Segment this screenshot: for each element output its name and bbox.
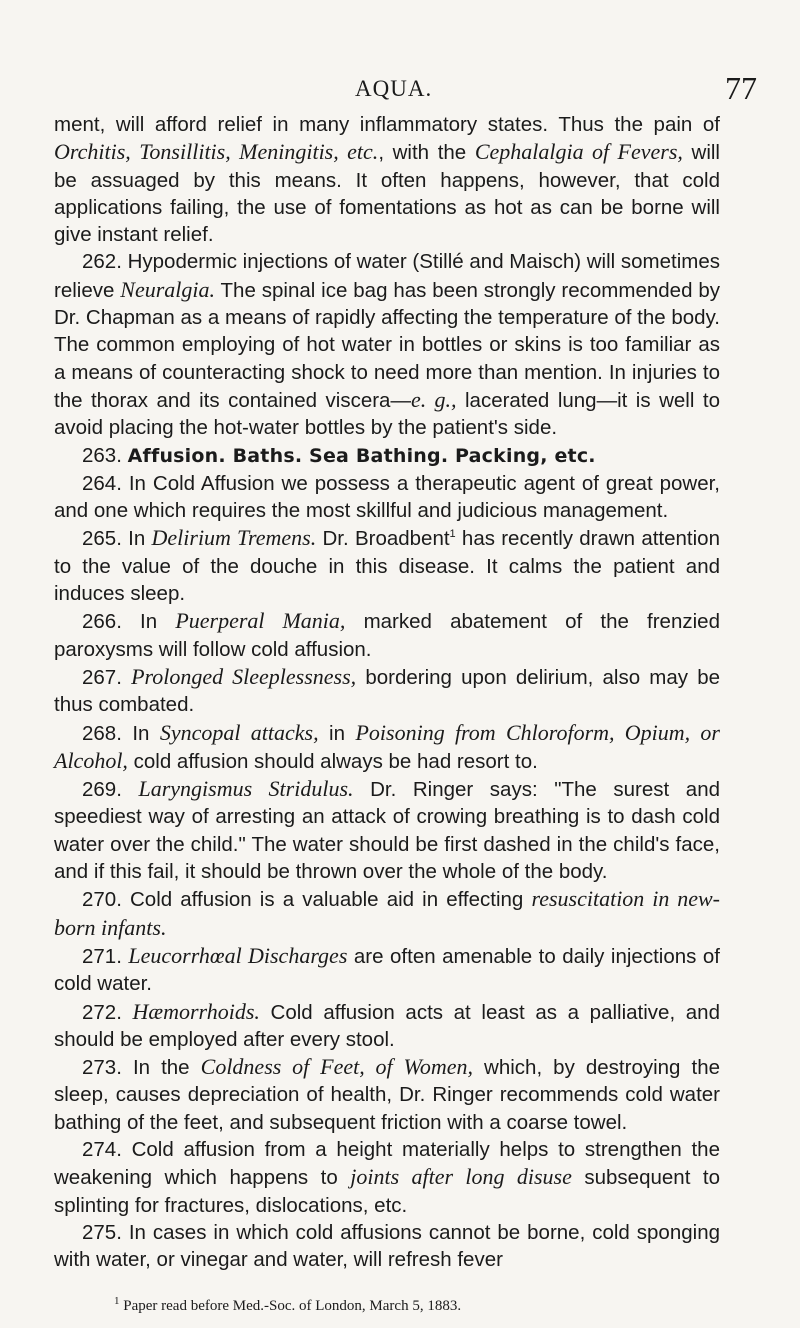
footnote-text: Paper read before Med.-Soc. of London, March 5, 1883.	[119, 1298, 462, 1314]
section-heading: Affusion. Baths. Sea Bathing. Packing, etc.	[127, 444, 596, 467]
paragraph-268: 268. In Syncopal attacks, in Poisoning from Chloroform, Opium, or Alcohol, cold affusion should always be had resort to.	[54, 719, 720, 773]
paragraph-269: 269. Laryngismus Stridulus. Dr. Ringer says: "The surest and speediest way of arresting an attack of crowing breathing is to dash cold water over the child." The water should be first dashed in the child's face, and if this fail, it should be thrown over the whole of the body.	[54, 776, 720, 884]
paragraph-274: 274. Cold affusion from a height materially helps to strengthen the weakening which happens to joints after long disuse subsequent to splinting for fractures, dislocations, etc.	[54, 1137, 721, 1217]
body-text	[54, 111, 720, 1273]
page-number: 77	[725, 70, 757, 106]
paragraph-275: 275. In cases in which cold affusions cannot be borne, cold sponging with water, or vinegar and water, will refresh fever	[54, 1220, 720, 1272]
paragraph-266: 266. In Puerperal Mania, marked abatement of the frenzied paroxysms will follow cold affusion.	[54, 608, 720, 661]
footnote	[114, 1295, 462, 1315]
footnote-reference: 1	[449, 528, 456, 541]
paragraph-271: 271. Leucorrhœal Discharges are often amenable to daily injections of cold water.	[54, 942, 720, 996]
running-title: AQUA.	[355, 76, 433, 101]
paragraph-265: 265. In Delirium Tremens. Dr. Broadbent$^1$ has recently drawn attention to the value of the douche in this disease. It calms the patient and induces sleep.	[54, 525, 720, 606]
paragraph-267: 267. Prolonged Sleeplessness, bordering upon delirium, also may be thus combated.	[54, 663, 720, 717]
paragraph-262: 262. Hypodermic injections of water (Stillé and Maisch) will sometimes relieve Neuralgia. The spinal ice bag has been strongly recommended by Dr. Chapman as a means of rapidly affecting the temperature of the body. The common employing of hot water in bottles or skins is too familiar as a means of counteracting shock to need more than mention. In injuries to the thorax and its contained viscera—e. g., lacerated lung—it is well to avoid placing the hot-water bottles by the patient's side.	[54, 250, 721, 440]
paragraph-continuation: ment, will afford relief in many inflammatory states. Thus the pain of Orchitis, Tonsillitis, Meningitis, etc., with the Cephalalgia of Fevers, will be assuaged by this means. It often happens, however, that cold applications failing, the use of fomentations as hot as can be borne will give instant relief.	[54, 113, 720, 247]
paragraph-263-heading: 263. Affusion. Baths. Sea Bathing. Packing, etc.	[82, 443, 596, 467]
page-header	[0, 70, 800, 106]
paragraph-272: 272. Hæmorrhoids. Cold affusion acts at least as a palliative, and should be employed after every stool.	[54, 998, 720, 1051]
paragraph-273: 273. In the Coldness of Feet, of Women, which, by destroying the sleep, causes depreciation of health, Dr. Ringer recommends cold water bathing of the feet, and subsequent friction with a coarse towel.	[54, 1054, 721, 1134]
footnote-mark: 1	[114, 1295, 120, 1307]
paragraph-270: 270. Cold affusion is a valuable aid in effecting resuscitation in new-born infants.	[54, 886, 720, 940]
paragraph-264: 264. In Cold Affusion we possess a therapeutic agent of great power, and one which requires the most skillful and judicious management.	[54, 471, 720, 523]
